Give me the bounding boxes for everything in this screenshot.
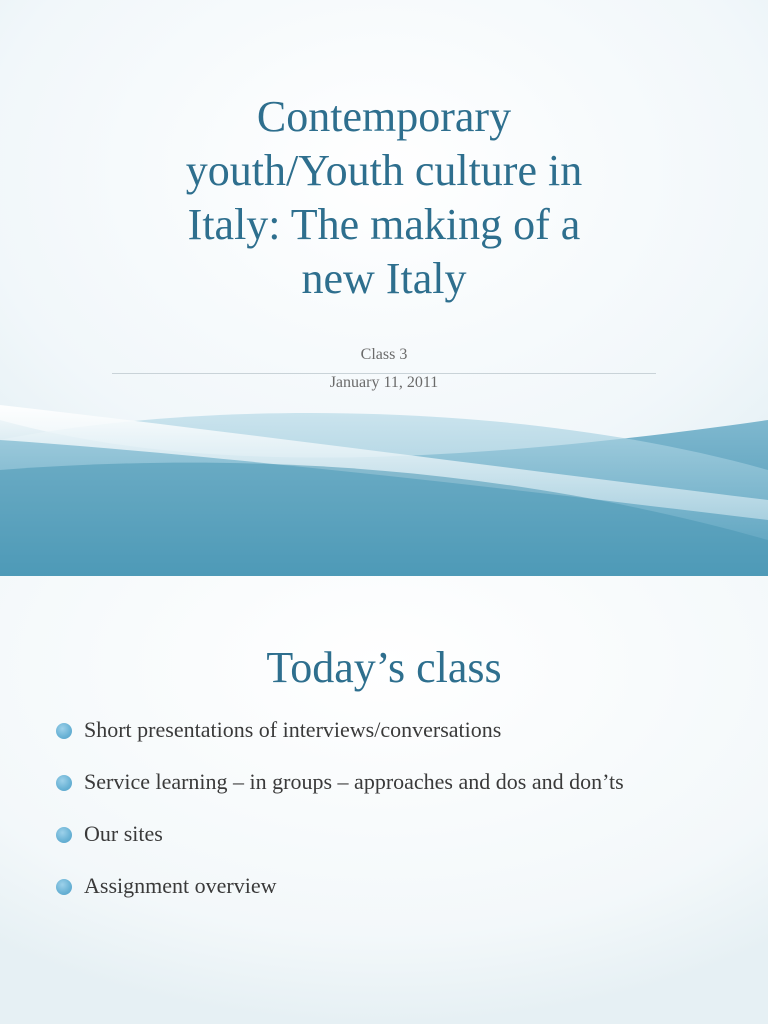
list-item [52,714,624,766]
title-slide-heading [112,90,656,306]
list-item [52,818,624,870]
list-item [52,870,624,922]
bullet-list [52,714,624,922]
bullet-icon [56,775,72,791]
bullet-text: Our sites [84,821,163,846]
slide-title: Today’s class [266,643,502,692]
list-item [52,766,624,818]
content-slide [0,576,768,1024]
bullet-text: Short presentations of interviews/conversations [84,717,502,742]
title-line: youth/Youth culture in [185,146,583,195]
title-line: Contemporary [256,92,512,141]
class-label: Class 3 [360,346,408,363]
bullet-text: Assignment overview [84,873,277,898]
title-line: Italy: The making of a [187,200,581,249]
date-label: January 11, 2011 [329,374,439,391]
bullet-icon [56,827,72,843]
bullet-icon [56,879,72,895]
title-line: new Italy [301,254,467,303]
bullet-icon [56,723,72,739]
bullet-text: Service learning – in groups – approaches and dos and don’ts [84,769,624,794]
